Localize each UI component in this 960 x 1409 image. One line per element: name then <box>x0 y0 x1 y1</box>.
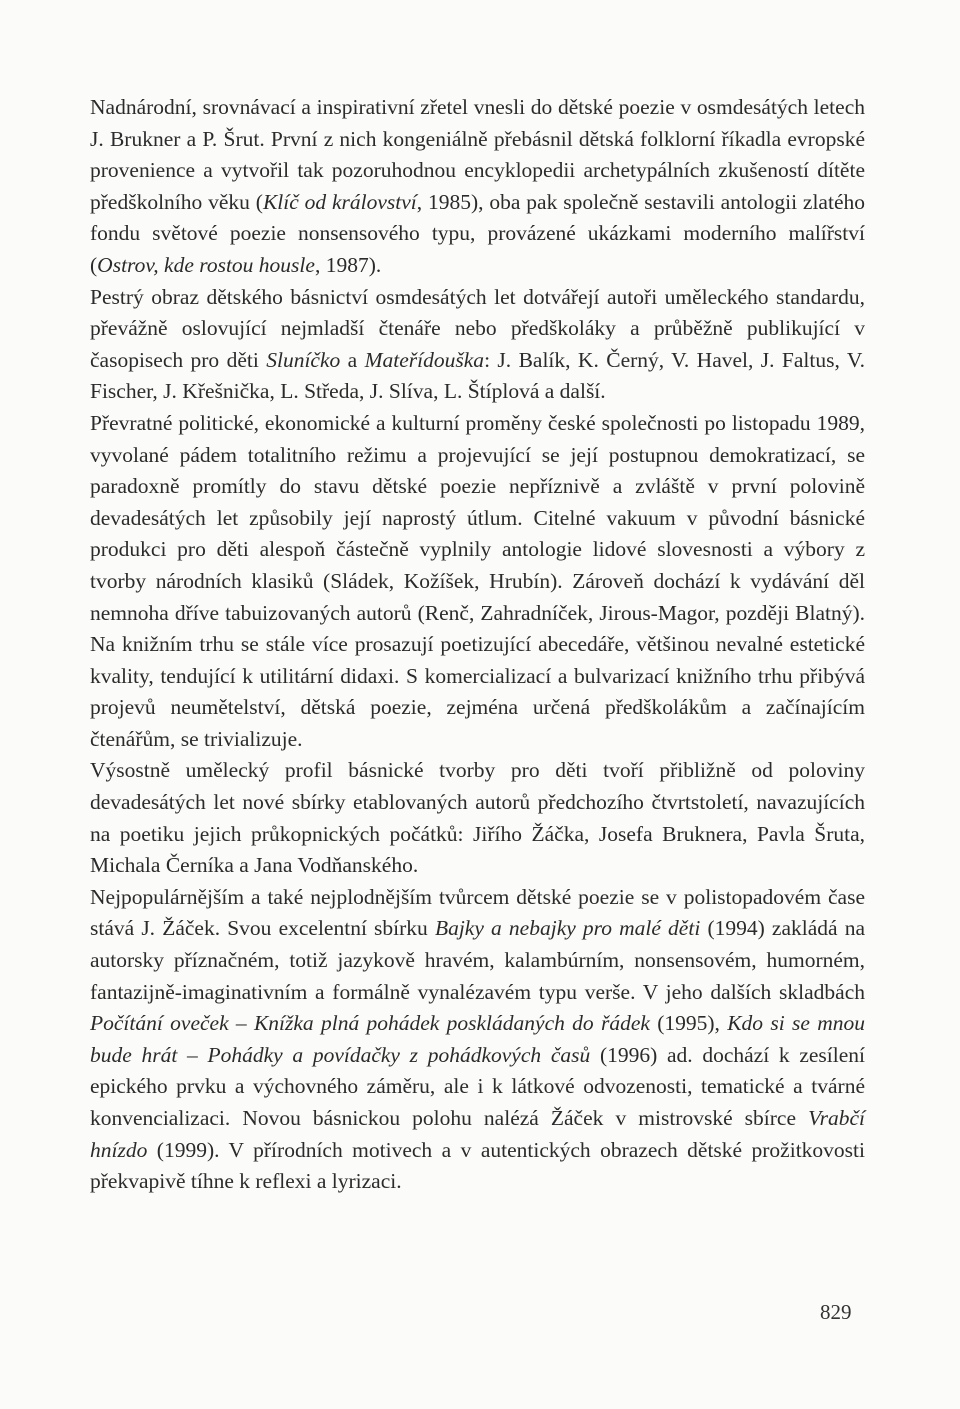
italic-title: Kdo si se mnou bude hrát – Pohádky a povídačky z pohádkových časů <box>90 1011 865 1067</box>
text-run: Nejpopulárnějším a také nejplodnějším tvůrcem dětské poezie se v polistopadovém čase stává J. Žáček. Svou excelentní sbírku <box>90 884 865 941</box>
text-run: Nadnárodní, srovnávací a inspirativní zřetel vnesli do dětské poezie v osmdesátých letech J. Brukner a P. Šrut. První z nich kongeniálně přebásnil dětská folklorní říkadla evropské provenience a vytvořil tak pozoruhodnou encyklopedii archetypálních zkušeností dítěte předškolního věku ( <box>90 95 865 214</box>
italic-title: Sluníčko <box>266 347 341 372</box>
text-run: (1996) ad. dochází k zesílení epického prvku a výchovného záměru, ale i k látkové odvozenosti, tematické a tvárné konvencializaci. Novou básnickou polohu nalézá Žáček v mistrovské sbírce <box>90 1042 865 1130</box>
italic-title: Počítání oveček – Knížka plná pohádek poskládaných do řádek <box>90 1011 650 1036</box>
text-run: Pestrý obraz dětského básnictví osmdesátých let dotvářejí autoři uměleckého standardu, převážně oslovující nejmladší čtenáře nebo předškoláky a průběžně publikující v časopisech pro děti <box>90 284 865 372</box>
text-run: (1999). V přírodních motivech a v autentických obrazech dětské prožitkovosti překvapivě tíhne k reflexi a lyrizaci. <box>90 1137 865 1194</box>
text-run: a <box>340 347 365 372</box>
text-run: Převratné politické, ekonomické a kulturní proměny české společnosti po listopadu 1989, vyvolané pádem totalitního režimu a projevující se její postupnou demokratizací, se paradoxně promítly do stavu dětské poezie nepříznivě a zvláště v první polovině devadesátých let způsobily její naprostý útlum. Citelné vakuum v původní básnické produkci pro děti alespoň částečně vyplnily antologie lidové slovesnosti a výbory z tvorby národních klasiků (Sládek, Kožíšek, Hrubín). Zároveň dochází k vydávání děl nemnoha dříve tabuizovaných autorů (Renč, Zahradníček, Jirous-Magor, později Blatný). Na knižním trhu se stále více prosazují poetizující abecedáře, většinou nevalné estetické kvality, tendující k utilitární didaxi. S komercializací a bulvarizací knižního trhu přibývá projevů neumětelství, dětská poezie, zejména určená předškolákům a začínajícím čtenářům, se trivializuje. <box>90 410 865 751</box>
paragraph <box>90 408 865 756</box>
italic-title: Ostrov, kde rostou housle <box>97 252 315 277</box>
paragraph <box>90 882 865 1198</box>
italic-title: Vrabčí hnízdo <box>90 1106 865 1162</box>
text-run: , 1987). <box>314 252 382 277</box>
italic-title: Klíč od království <box>262 189 417 214</box>
paragraph <box>90 92 865 282</box>
body-text <box>90 92 865 1198</box>
text-run: Výsostně umělecký profil básnické tvorby pro děti tvoří přibližně od poloviny devadesátých let nové sbírky etablovaných autorů předchozího čtvrtstoletí, navazujících na poetiku jejich průkopnických počátků: Jiřího Žáčka, Josefa Bruknera, Pavla Šruta, Michala Černíka a Jana Vodňanského. <box>90 758 865 878</box>
text-run: , 1985), oba pak společně sestavili antologii zlatého fondu světové poezie nonsensového typu, provázené ukázkami moderního malířství ( <box>90 189 865 277</box>
paragraph <box>90 755 865 881</box>
italic-title: Bajky a nebajky pro malé děti <box>434 916 701 941</box>
page-number: 829 <box>820 1300 852 1324</box>
text-run: : J. Balík, K. Černý, V. Havel, J. Faltus, V. Fischer, J. Křešnička, L. Středa, J. Slíva, L. Štíplová a další. <box>90 347 866 404</box>
paragraph <box>90 282 865 408</box>
text-run: (1995), <box>649 1011 728 1036</box>
italic-title: Mateřídouška <box>364 347 485 372</box>
text-run: (1994) zakládá na autorsky příznačném, totiž jazykově hravém, kalambúrním, nonsensovém, humorném, fantazijně-imaginativním a formálně vynalézavém typu verše. V jeho dalších skladbách <box>90 916 865 1004</box>
